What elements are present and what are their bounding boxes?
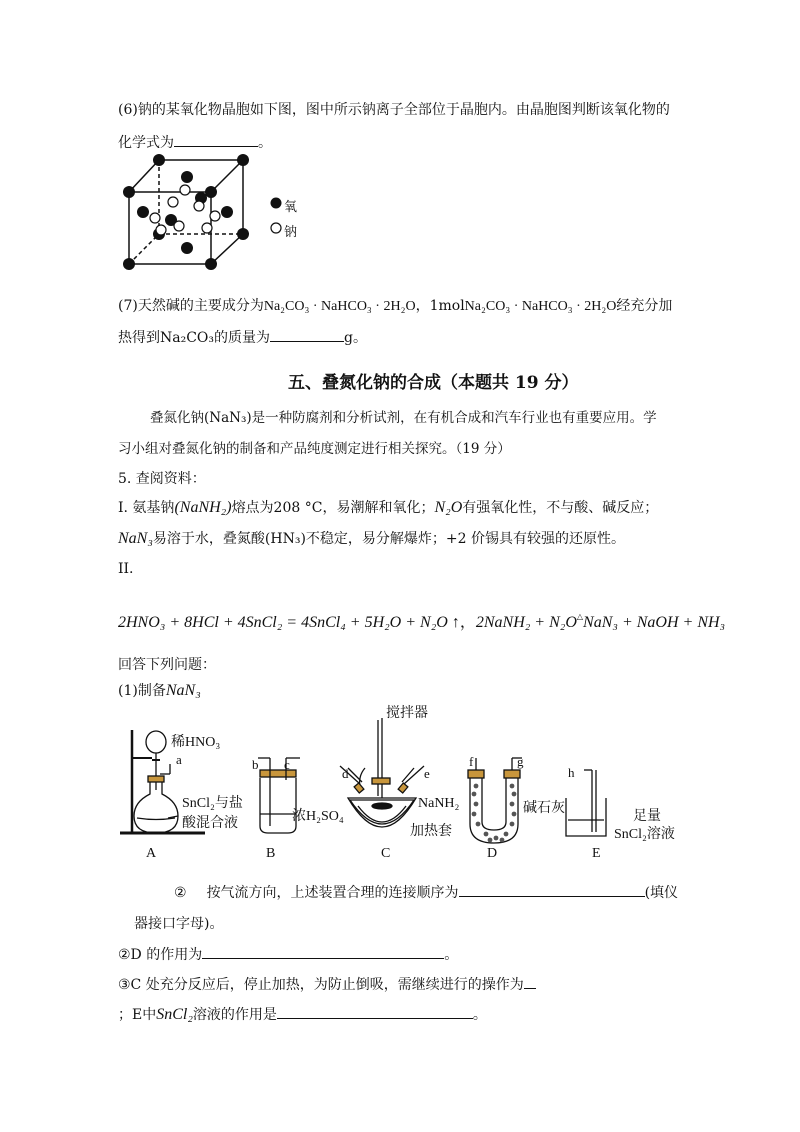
q7-line2 (118, 327, 367, 347)
q7-text: (7)天然碱的主要成分为 (118, 298, 264, 314)
q6-prompt: 化学式为 (118, 135, 174, 151)
q7-text-b: 经充分加 (616, 298, 673, 314)
q5-head: 5. 查阅资料： (118, 471, 206, 487)
q7-formula-2: Na₂CO₃ · NaHCO₃ · 2H₂O (464, 299, 617, 314)
subq-connection-order (174, 882, 678, 902)
apparatus-stirrer-label: 搅拌器 (386, 705, 428, 721)
subq-3-answer-blank[interactable] (524, 974, 536, 989)
subq-4-formula: SnCl₂ (156, 1006, 193, 1023)
apparatus-B: B (266, 846, 276, 861)
q5-info-i: I. 氨基钠(NaNH₂)熔点为208 °C，易潮解和氧化；N₂O有强氧化性，不与酸、碱反应； (118, 499, 659, 516)
apparatus-g-port: g (517, 754, 524, 769)
apparatus-d-label: 碱石灰 (523, 800, 565, 816)
q5-i-d: 有强氧化性，不与酸、碱反应； (462, 500, 659, 516)
apparatus-a-label-mix: 酸混合液 (182, 815, 238, 831)
q7-formula: Na₂CO₃ · NaHCO₃ · 2H₂O (263, 299, 416, 314)
q5-i2-text: 易溶于水，叠氮酸(HN₃)不稳定，易分解爆炸；+2 价锡具有较强的还原性。 (152, 531, 625, 547)
apparatus-b-port: b (252, 757, 259, 772)
apparatus-h-port: h (568, 765, 575, 780)
subq-sncl2-function (118, 1004, 487, 1024)
q6-line2-end: 。 (258, 135, 272, 151)
equation-2-condition: △ (576, 612, 584, 621)
q6-line2 (118, 132, 272, 152)
q7-unit: g。 (344, 330, 367, 346)
apparatus-A: A (146, 846, 157, 861)
q5-info-i-2 (118, 528, 625, 548)
legend-oxygen: 氧 (284, 200, 298, 215)
section-title: 五、叠氮化钠的合成（本题共 19 分） (288, 373, 579, 393)
subq-2-text: ②D 的作用为 (118, 947, 203, 963)
equation-sep: ， (459, 614, 476, 631)
apparatus-c-label-nanh2: NaNH₂ (418, 796, 460, 811)
apparatus-c-label-heater: 加热套 (410, 823, 452, 839)
apparatus-e-port: e (424, 766, 430, 781)
q7-line1 (118, 295, 672, 315)
q5-i-a: I. 氨基钠 (118, 500, 175, 516)
q5-i-b: 熔点为208 °C，易潮解和氧化； (231, 500, 435, 516)
subq-1-end: (填仪 (644, 885, 679, 901)
q7-sep: ，1mol (415, 298, 465, 314)
subq-1-line2: 器接口字母)。 (134, 916, 224, 932)
equation-2-right: NaN₃ + NaOH + NH₃ (583, 614, 726, 631)
q7-line2-text: 热得到Na₂CO₃的质量为 (118, 330, 271, 346)
legend-sodium: 钠 (284, 225, 298, 240)
subq-2-end: 。 (444, 947, 459, 963)
q5-i-formula: NaNH₂ (179, 499, 227, 516)
equation-line (118, 609, 725, 632)
q7-answer-blank[interactable] (270, 327, 344, 342)
apparatus-D: D (487, 846, 498, 861)
q6-answer-blank[interactable] (174, 132, 258, 147)
subq-d-function (118, 944, 458, 964)
apparatus-C: C (381, 846, 391, 861)
section-intro-2: 习小组对叠氮化钠的制备和产品纯度测定进行相关探究。（19 分） (118, 441, 511, 457)
subq-1-answer-blank[interactable] (459, 882, 645, 897)
subq-4-text: ；E中 (118, 1007, 157, 1023)
answer-prompt: 回答下列问题： (118, 657, 216, 673)
apparatus-e-label-solution: SnCl₂溶液 (614, 827, 675, 842)
subq-3-text: ③C 处充分反应后，停止加热，为防止倒吸，需继续进行的操作为 (118, 977, 524, 993)
subq-4-answer-blank[interactable] (277, 1004, 473, 1019)
apparatus-diagram (110, 698, 700, 868)
q5-info-ii: II. (118, 561, 134, 577)
apparatus-e-label-amount: 足量 (633, 808, 661, 824)
subq-2-answer-blank[interactable] (202, 944, 444, 959)
apparatus-a-port: a (176, 752, 182, 767)
apparatus-d-port: d (342, 766, 349, 781)
apparatus-b-label: 浓H₂SO₄ (292, 809, 344, 824)
crystal-cell-diagram (115, 150, 315, 280)
equation-2-left: 2NaNH₂ + N₂O (475, 614, 577, 631)
subq-1-number: ② (174, 885, 187, 901)
q6-line1: (6)钠的某氧化物晶胞如下图，图中所示钠离子全部位于晶胞内。由晶胞图判断该氧化物的 (118, 102, 670, 118)
equation-1: 2HNO₃ + 8HCl + 4SnCl₂ = 4SnCl₄ + 5H₂O + N₂O ↑ (118, 614, 460, 631)
apparatus-a-label-hno3: 稀HNO₃ (171, 735, 221, 750)
part1-heading (118, 680, 201, 700)
subq-4-end: 。 (472, 1007, 487, 1023)
subq-1-text: 按气流方向，上述装置合理的连接顺序为 (206, 885, 459, 901)
apparatus-f-port: f (469, 754, 474, 769)
subq-prevent-backflow (118, 974, 536, 994)
q5-i-c: N₂O (434, 499, 463, 516)
apparatus-c-port: c (284, 757, 290, 772)
part1-text: (1)制备 (118, 683, 166, 699)
apparatus-a-label-sncl2: SnCl₂与盐 (182, 796, 243, 811)
part1-formula: NaN₃ (165, 682, 201, 699)
section-intro-1: 叠氮化钠(NaN₃)是一种防腐剂和分析试剂，在有机合成和汽车行业也有重要应用。学 (150, 410, 657, 426)
q5-i2-formula: NaN₃ (118, 530, 153, 547)
apparatus-E: E (592, 846, 601, 861)
subq-4-text-b: 溶液的作用是 (192, 1007, 277, 1023)
